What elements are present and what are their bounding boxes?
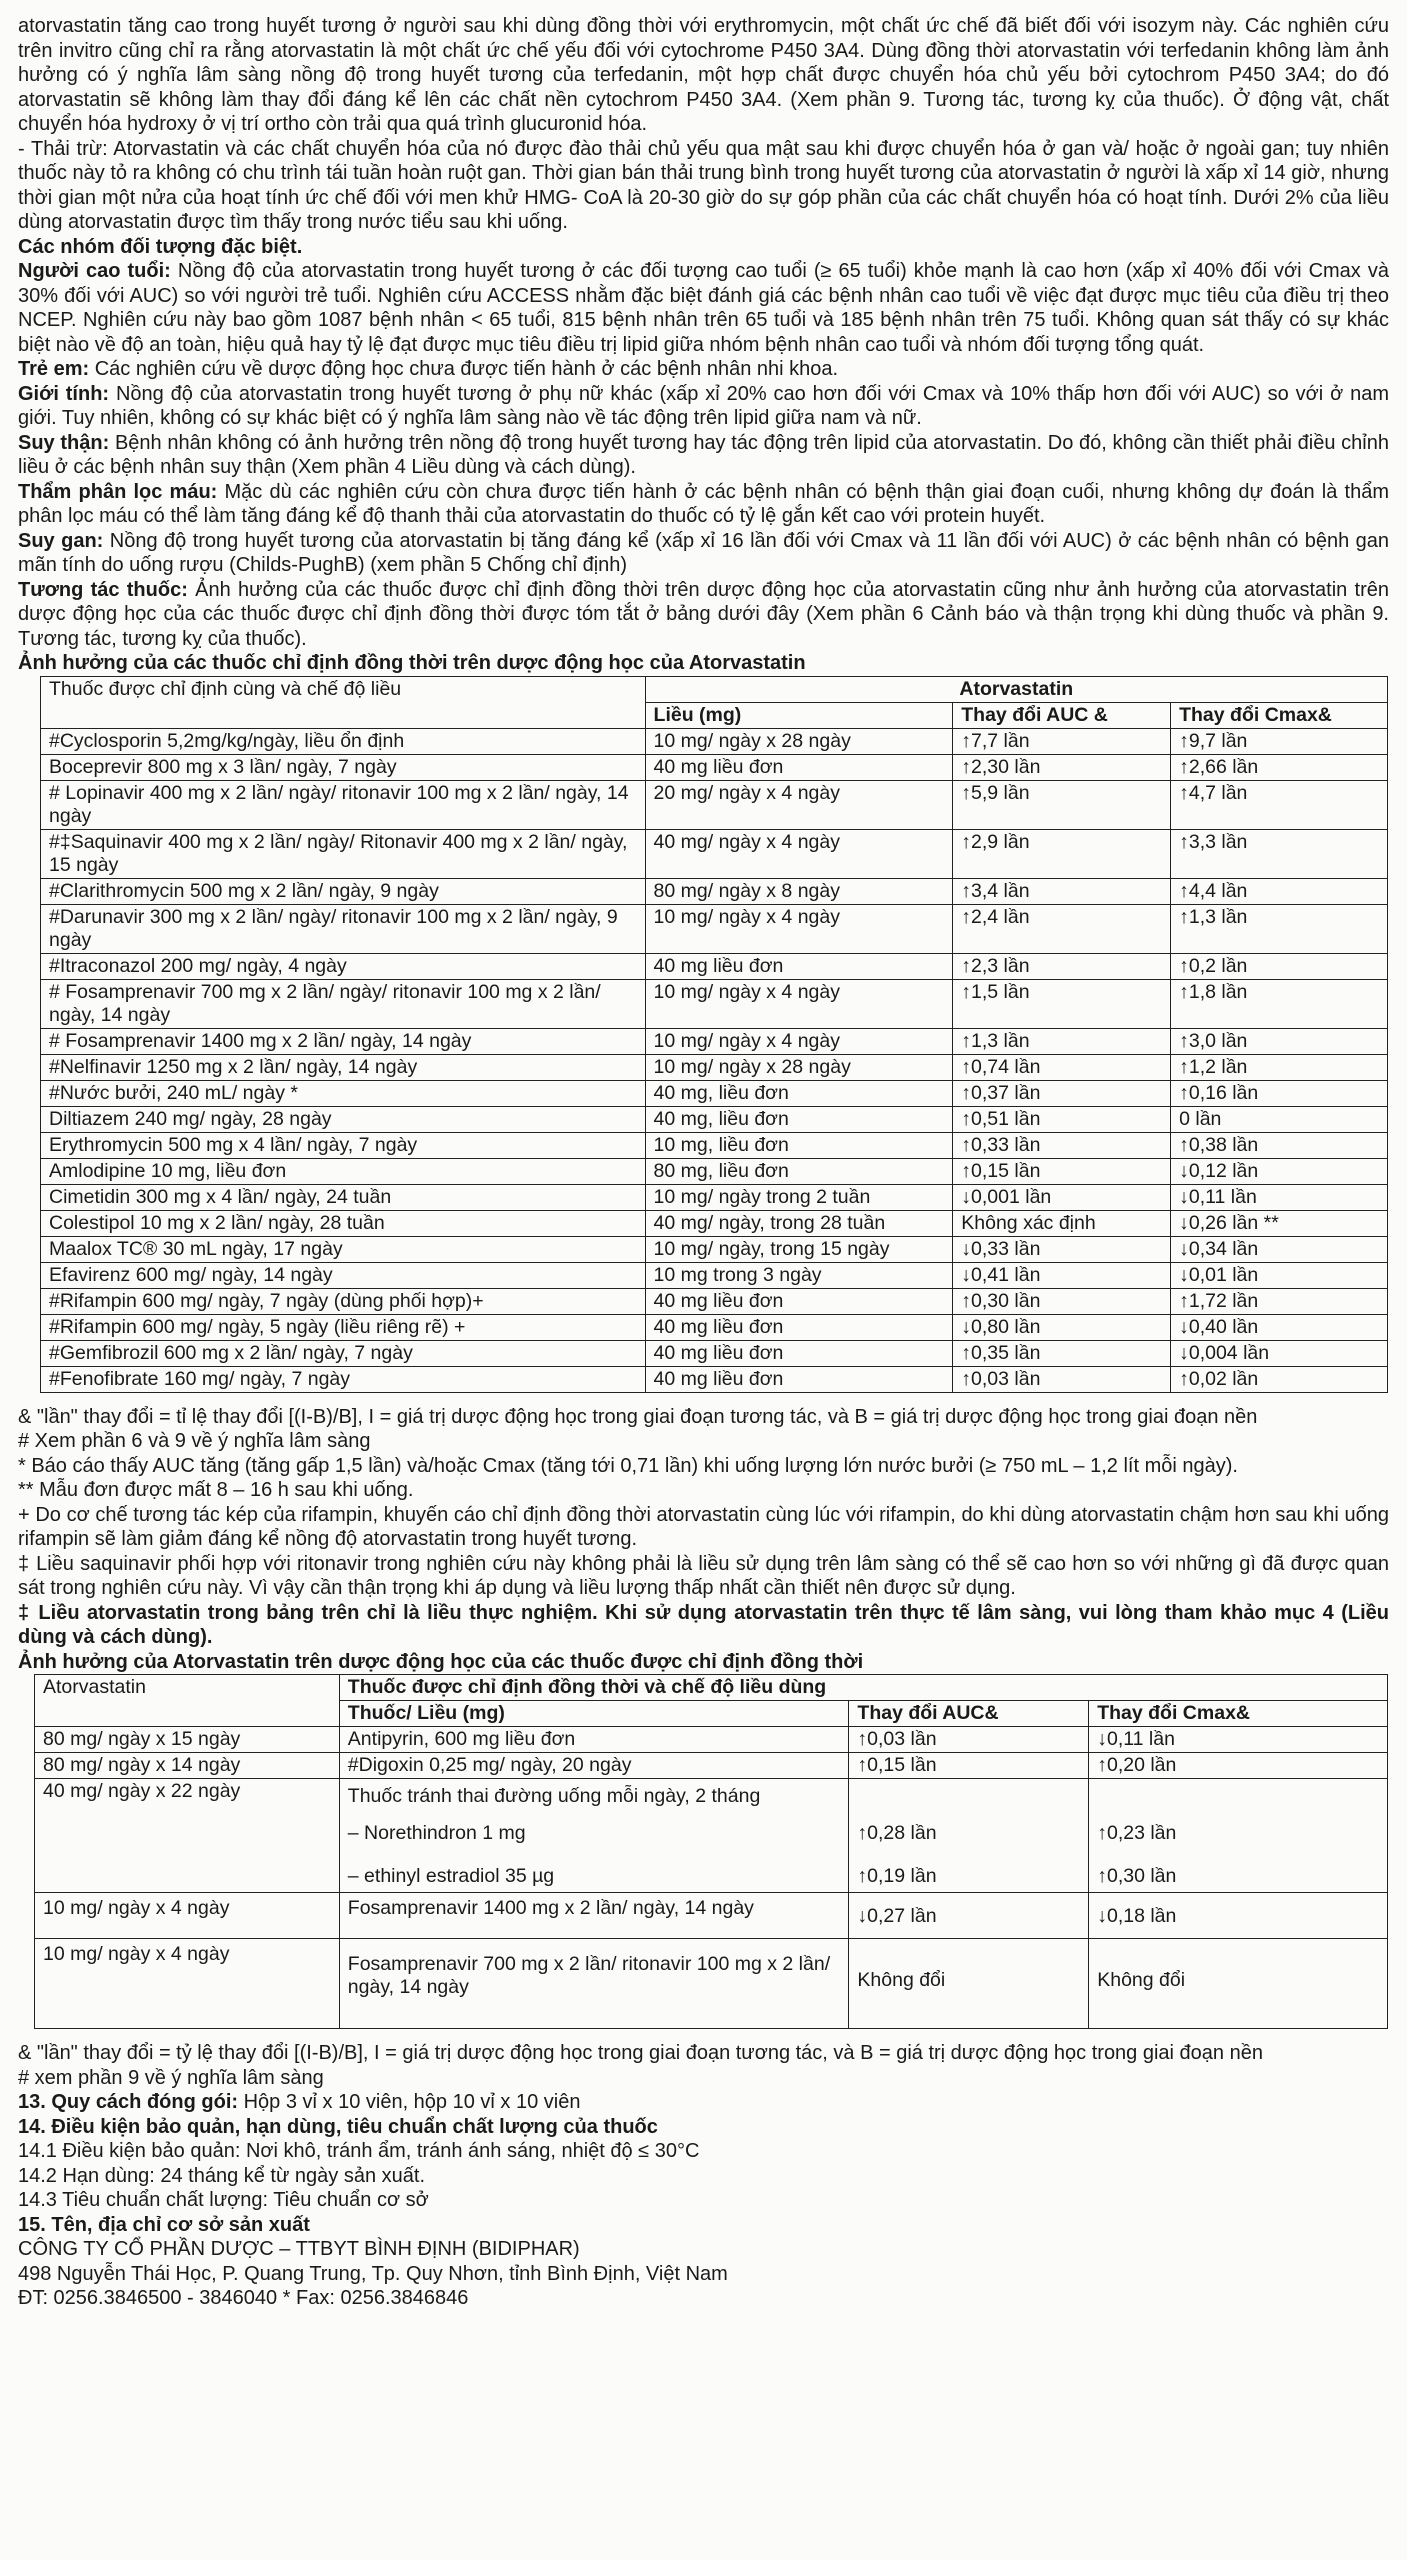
cell-drug: Fosamprenavir 1400 mg x 2 lần/ ngày, 14 ngày [339,1893,849,1939]
cell-dose: 40 mg, liều đơn [645,1080,953,1106]
cell-auc: ↑3,4 lần [953,878,1171,904]
table-row [41,1132,1388,1158]
auc-value: ↑0,19 lần [857,1865,937,1887]
cell-dose: 10 mg trong 3 ngày [645,1262,953,1288]
cell-drug: # Fosamprenavir 1400 mg x 2 lần/ ngày, 14 ngày [41,1028,646,1054]
cell-drug: #Clarithromycin 500 mg x 2 lần/ ngày, 9 ngày [41,878,646,904]
table-row [35,1939,1388,2029]
table1-body [41,728,1388,1392]
cell-auc: ↑0,03 lần [849,1727,1089,1753]
intro-paragraph-metabolism: atorvastatin tăng cao trong huyết tương ở người sau khi dùng đồng thời với erythromycin, một chất ức chế đã biết đối với isozym này. Các nghiên cứu trên invitro cũng chỉ ra rằng atorvastatin là một chất ức chế yếu đối với cytochrome P450 3A4. Dùng đồng thời atorvastatin với terfedanin không làm ảnh hưởng có ý nghĩa lâm sàng nồng độ trong huyết tương của terfedanin, một hợp chất được chuyển hóa chủ yếu bởi cytochrom P450 3A4; do đó atorvastatin sẽ không làm thay đổi đáng kể lên các chất nền cytochrom P450 3A4. (Xem phần 9. Tương tác, tương kỵ của thuốc). Ở động vật, chất chuyển hóa hydroxy ở vị trí ortho còn trải qua quá trình glucuronid hóa. [18,15,1389,135]
special-groups-heading: Các nhóm đối tượng đặc biệt. [18,235,303,258]
section-13-text: Hộp 3 vỉ x 10 viên, hộp 10 vỉ x 10 viên [238,2091,581,2113]
cmax-value: ↑0,30 lần [1097,1865,1177,1887]
table1-title: Ảnh hưởng của các thuốc chỉ định đồng thời trên dược động học của Atorvastatin [18,652,806,674]
table-row [41,1054,1388,1080]
cell-drug: #Fenofibrate 160 mg/ ngày, 7 ngày [41,1366,646,1392]
cell-auc: ↓0,001 lần [953,1184,1171,1210]
table-row [41,1314,1388,1340]
cell-auc: ↓0,33 lần [953,1236,1171,1262]
elderly-label: Người cao tuổi: [18,260,171,282]
header-atorvastatin-dose: Atorvastatin [35,1675,340,1727]
cell-dose: 40 mg liều đơn [645,953,953,979]
header-atorvastatin: Atorvastatin [645,676,1387,702]
table-row [41,953,1388,979]
cell-cmax: ↑0,20 lần [1089,1753,1388,1779]
intro-paragraph-excretion: - Thải trừ: Atorvastatin và các chất chuyển hóa của nó được đào thải chủ yếu qua mật sau khi được chuyển hóa ở gan và/ hoặc ở ngoài gan; tuy nhiên thuốc này tỏ ra không có chu trình tái tuần hoàn ruột gan. Thời gian bán thải trung bình trong huyết tương của atorvastatin ở người là xấp xỉ 14 giờ, nhưng thời gian một nửa của hoạt tính ức chế đối với men khử HMG- CoA là 20-30 giờ do sự góp phần của các chất chuyển hóa có hoạt tính. Dưới 2% của liều dùng atorvastatin được tìm thấy trong nước tiểu sau khi uống. [18,137,1389,233]
cell-cmax: ↑2,66 lần [1171,754,1388,780]
cell-cmax: ↑1,8 lần [1171,979,1388,1028]
cell-drug: Diltiazem 240 mg/ ngày, 28 ngày [41,1106,646,1132]
table-row [41,754,1388,780]
cell-cmax: ↓0,26 lần ** [1171,1210,1388,1236]
interactions-text: Ảnh hưởng của các thuốc được chỉ định đồng thời trên dược động học của atorvastatin cũng như ảnh hưởng của atorvastatin trên dược động học của các thuốc được chỉ định đồng thời được tóm tắt ở bảng dưới đây (Xem phần 6 Cảnh báo và thận trọng khi dùng thuốc và phần 9. Tương tác, tương kỵ của thuốc). [18,578,1389,650]
cell-cmax: ↑0,02 lần [1171,1366,1388,1392]
cell-drug: #Nelfinavir 1250 mg x 2 lần/ ngày, 14 ngày [41,1054,646,1080]
cell-dose: 10 mg/ ngày x 4 ngày [645,1028,953,1054]
footnote: + Do cơ chế tương tác kép của rifampin, khuyến cáo chỉ định đồng thời atorvastatin cùng lúc với rifampin, do khi dùng atorvastatin chậm hơn sau khi uống rifampin sẽ làm giảm đáng kể nồng độ atorvastatin trong huyết tương. [18,1503,1389,1550]
cell-auc: ↑5,9 lần [953,780,1171,829]
cell-drug: Maalox TC® 30 mL ngày, 17 ngày [41,1236,646,1262]
cell-dose: 10 mg/ ngày x 28 ngày [645,728,953,754]
cell-drug: #Rifampin 600 mg/ ngày, 7 ngày (dùng phối hợp)+ [41,1288,646,1314]
cell-auc: ↑2,3 lần [953,953,1171,979]
cell-auc: ↑0,03 lần [953,1366,1171,1392]
cell-auc: ↑2,30 lần [953,754,1171,780]
manufacturer-name: CÔNG TY CỔ PHẦN DƯỢC – TTBYT BÌNH ĐỊNH (BIDIPHAR) [18,2238,580,2260]
cell-cmax: ↓0,40 lần [1171,1314,1388,1340]
cell-atorva: 80 mg/ ngày x 14 ngày [35,1753,340,1779]
cell-dose: 10 mg/ ngày, trong 15 ngày [645,1236,953,1262]
header-coadministered: Thuốc được chỉ định đồng thời và chế độ liều dùng [339,1675,1387,1701]
cell-drug: #‡Saquinavir 400 mg x 2 lần/ ngày/ Ritonavir 400 mg x 2 lần/ ngày, 15 ngày [41,829,646,878]
footnote: * Báo cáo thấy AUC tăng (tăng gấp 1,5 lần) và/hoặc Cmax (tăng tới 0,71 lần) khi uống lượng lớn nước bưởi (≥ 750 mL – 1,2 lít mỗi ngày). [18,1454,1238,1477]
table-row [41,1158,1388,1184]
cell-cmax: ↑3,3 lần [1171,829,1388,878]
cell-auc: ↑0,74 lần [953,1054,1171,1080]
cell-cmax: ↑9,7 lần [1171,728,1388,754]
cell-cmax: ↓0,11 lần [1089,1727,1388,1753]
cell-cmax: ↓0,01 lần [1171,1262,1388,1288]
cell-cmax: Không đổi [1089,1939,1388,2029]
header-drug-regimen: Thuốc được chỉ định cùng và chế độ liều [41,676,646,728]
cell-drug: #Rifampin 600 mg/ ngày, 5 ngày (liều riêng rẽ) + [41,1314,646,1340]
cell-atorva: 10 mg/ ngày x 4 ngày [35,1893,340,1939]
cell-cmax: ↓0,12 lần [1171,1158,1388,1184]
special-dialysis [18,480,1389,529]
header-auc: Thay đổi AUC & [953,702,1171,728]
table-row [41,1366,1388,1392]
cell-dose: 40 mg liều đơn [645,1366,953,1392]
cell-auc: ↑0,33 lần [953,1132,1171,1158]
gender-text: Nồng độ của atorvastatin trong huyết tương ở phụ nữ khác (xấp xỉ 20% cao hơn đối với Cmax và 10% thấp hơn đối với AUC) so với ở nam giới. Tuy nhiên, không có sự khác biệt có ý nghĩa lâm sàng nào về tác động trên lipid giữa nam và nữ. [18,382,1389,429]
table-row [41,1340,1388,1366]
cell-auc: ↑0,35 lần [953,1340,1171,1366]
ethinyl-estradiol-dose: – ethinyl estradiol 35 µg [347,1865,555,1887]
table2-title: Ảnh hưởng của Atorvastatin trên dược động học của các thuốc được chỉ định đồng thời [18,1650,864,1673]
cell-drug: #Nước bưởi, 240 mL/ ngày * [41,1080,646,1106]
cell-atorva: 40 mg/ ngày x 22 ngày [35,1779,340,1893]
cell-drug [339,1779,849,1893]
table-row [41,780,1388,829]
hepatic-text: Nồng độ trong huyết tương của atorvastatin bị tăng đáng kể (xấp xỉ 16 lần đối với Cmax và 11 lần đối với AUC) ở các bệnh nhân có bệnh gan mãn tính do uống rượu (Childs-PughB) (xem phần 5 Chống chỉ định) [18,529,1390,576]
auc-value: ↑0,28 lần [857,1822,937,1844]
dialysis-label: Thẩm phân lọc máu: [18,480,218,503]
header-cmax: Thay đổi Cmax& [1171,702,1388,728]
cell-auc: ↑0,51 lần [953,1106,1171,1132]
elderly-text: Nồng độ của atorvastatin trong huyết tương ở các đối tượng cao tuổi (≥ 65 tuổi) khỏe mạnh là cao hơn (xấp xỉ 40% đối với Cmax và 30% đối với AUC) so với người trẻ tuổi. Nghiên cứu ACCESS nhằm đặc biệt đánh giá các bệnh nhân cao tuổi về việc đạt được mục tiêu của điều trị theo NCEP. Nghiên cứu này bao gồm 1087 bệnh nhân < 65 tuổi, 815 bệnh nhân trên 65 tuổi và 185 bệnh nhân trên 75 tuổi. Không quan sát thấy có sự khác biệt nào về độ an toàn, hiệu quả hay tỷ lệ đạt được mục tiêu điều trị lipid giữa nhóm bệnh nhân cao tuổi và nhóm đối tượng tổng quát. [18,260,1389,356]
footnote: # xem phần 9 về ý nghĩa lâm sàng [18,2066,324,2089]
table-row [41,979,1388,1028]
section-14-shelf-life: 14.2 Hạn dùng: 24 tháng kể từ ngày sản xuất. [18,2164,426,2187]
cell-cmax: ↑4,7 lần [1171,780,1388,829]
table-coadministered-effects [40,676,1388,1393]
cell-drug: Colestipol 10 mg x 2 lần/ ngày, 28 tuần [41,1210,646,1236]
cell-cmax: ↑1,72 lần [1171,1288,1388,1314]
cell-cmax: ↑1,3 lần [1171,904,1388,953]
cell-drug: Boceprevir 800 mg x 3 lần/ ngày, 7 ngày [41,754,646,780]
cell-drug: Antipyrin, 600 mg liều đơn [339,1727,849,1753]
cell-dose: 40 mg/ ngày, trong 28 tuần [645,1210,953,1236]
cell-auc: ↑2,9 lần [953,829,1171,878]
cell-auc: ↑1,5 lần [953,979,1171,1028]
cell-auc: ↑7,7 lần [953,728,1171,754]
oral-contraceptive-title: Thuốc tránh thai đường uống mỗi ngày, 2 tháng [347,1785,761,1807]
cell-dose: 80 mg, liều đơn [645,1158,953,1184]
special-hepatic [18,529,1389,578]
cell-cmax: ↓0,11 lần [1171,1184,1388,1210]
table-row [41,728,1388,754]
table-atorvastatin-effects [34,1674,1388,2029]
section-13-label: 13. Quy cách đóng gói: [18,2091,239,2113]
manufacturer-phone: ĐT: 0256.3846500 - 3846040 * Fax: 0256.3846846 [18,2287,469,2309]
cell-drug: #Digoxin 0,25 mg/ ngày, 20 ngày [339,1753,849,1779]
cell-drug: Efavirenz 600 mg/ ngày, 14 ngày [41,1262,646,1288]
footnote: & "lần" thay đổi = tỷ lệ thay đổi [(I-B)/B], I = giá trị dược động học trong giai đoạn tương tác, và B = giá trị dược động học trong giai đoạn nền [18,2042,1263,2064]
cell-cmax: ↑4,4 lần [1171,878,1388,904]
section-13-packaging [18,2090,1389,2115]
cell-cmax: ↑0,38 lần [1171,1132,1388,1158]
renal-text: Bệnh nhân không có ảnh hưởng trên nồng độ trong huyết tương hay tác động trên lipid của atorvastatin. Do đó, không cần thiết phải điều chỉnh liều ở các bệnh nhân suy thận (Xem phần 4 Liều dùng và cách dùng). [18,431,1389,478]
footnote: & "lần" thay đổi = tỉ lệ thay đổi [(I-B)/B], I = giá trị dược động học trong giai đoạn tương tác, và B = giá trị dược động học trong giai đoạn nền [18,1405,1258,1428]
table-row [41,1288,1388,1314]
cell-auc: ↑0,15 lần [849,1753,1089,1779]
special-elderly [18,259,1389,357]
cell-auc: ↑0,30 lần [953,1288,1171,1314]
section-14-storage: 14.1 Điều kiện bảo quản: Nơi khô, tránh ẩm, tránh ánh sáng, nhiệt độ ≤ 30°C [18,2140,700,2162]
table-row [41,1080,1388,1106]
table-row [41,1236,1388,1262]
cell-cmax: ↓0,34 lần [1171,1236,1388,1262]
cell-cmax [1089,1779,1388,1893]
special-gender [18,382,1389,431]
cell-auc [849,1779,1089,1893]
cell-cmax: ↑0,2 lần [1171,953,1388,979]
table-row [35,1753,1388,1779]
hepatic-label: Suy gan: [18,529,104,552]
cell-dose: 40 mg, liều đơn [645,1106,953,1132]
table-row [41,904,1388,953]
cell-auc: ↑0,15 lần [953,1158,1171,1184]
cell-drug: Cimetidin 300 mg x 4 lần/ ngày, 24 tuần [41,1184,646,1210]
header-drug-dose: Thuốc/ Liều (mg) [339,1701,849,1727]
cell-dose: 40 mg liều đơn [645,1314,953,1340]
cell-auc: Không đổi [849,1939,1089,2029]
gender-label: Giới tính: [18,382,110,405]
children-text: Các nghiên cứu về dược động học chưa được tiến hành ở các bệnh nhân nhi khoa. [89,358,839,380]
norethindrone-dose: – Norethindron 1 mg [347,1822,526,1844]
cell-dose: 40 mg/ ngày x 4 ngày [645,829,953,878]
renal-label: Suy thận: [18,431,110,454]
cell-drug: #Gemfibrozil 600 mg x 2 lần/ ngày, 7 ngày [41,1340,646,1366]
cell-dose: 40 mg liều đơn [645,1340,953,1366]
cell-dose: 10 mg/ ngày x 4 ngày [645,904,953,953]
cell-cmax: ↑0,16 lần [1171,1080,1388,1106]
table-row [35,1893,1388,1939]
cell-dose: 10 mg/ ngày x 28 ngày [645,1054,953,1080]
cell-drug: # Lopinavir 400 mg x 2 lần/ ngày/ ritonavir 100 mg x 2 lần/ ngày, 14 ngày [41,780,646,829]
footnote: ‡ Liều saquinavir phối hợp với ritonavir trong nghiên cứu này không phải là liều sử dụng trên lâm sàng có thể sẽ cao hơn so với những gì đã được quan sát trong nghiên cứu này. Vì vậy cần thận trọng khi áp dụng và liều lượng thấp nhất cần thiết nên được sử dụng. [18,1552,1389,1599]
cell-atorva: 10 mg/ ngày x 4 ngày [35,1939,340,2029]
cell-cmax: ↑1,2 lần [1171,1054,1388,1080]
cell-cmax: ↓0,004 lần [1171,1340,1388,1366]
cell-atorva: 80 mg/ ngày x 15 ngày [35,1727,340,1753]
cell-drug: Fosamprenavir 700 mg x 2 lần/ ritonavir 100 mg x 2 lần/ ngày, 14 ngày [339,1939,849,2029]
cell-drug: Erythromycin 500 mg x 4 lần/ ngày, 7 ngày [41,1132,646,1158]
footnote: # Xem phần 6 và 9 về ý nghĩa lâm sàng [18,1430,371,1452]
cell-dose: 10 mg/ ngày trong 2 tuần [645,1184,953,1210]
cell-dose: 10 mg, liều đơn [645,1132,953,1158]
cell-cmax: ↑3,0 lần [1171,1028,1388,1054]
cell-drug: #Darunavir 300 mg x 2 lần/ ngày/ ritonavir 100 mg x 2 lần/ ngày, 9 ngày [41,904,646,953]
table-row [41,1210,1388,1236]
cell-auc: ↓0,41 lần [953,1262,1171,1288]
cell-auc: ↑2,4 lần [953,904,1171,953]
cmax-value: ↑0,23 lần [1097,1822,1177,1844]
table-row [35,1727,1388,1753]
header-cmax-2: Thay đổi Cmax& [1089,1701,1388,1727]
cell-dose: 40 mg liều đơn [645,1288,953,1314]
footnote: ‡ Liều atorvastatin trong bảng trên chỉ là liều thực nghiệm. Khi sử dụng atorvastatin trên thực tế lâm sàng, vui lòng tham khảo mục 4 (Liều dùng và cách dùng). [18,1601,1389,1648]
cell-drug: # Fosamprenavir 700 mg x 2 lần/ ngày/ ritonavir 100 mg x 2 lần/ ngày, 14 ngày [41,979,646,1028]
cell-drug: Amlodipine 10 mg, liều đơn [41,1158,646,1184]
section-15-heading: 15. Tên, địa chỉ cơ sở sản xuất [18,2213,310,2236]
footnote: ** Mẫu đơn được mất 8 – 16 h sau khi uống. [18,1479,414,1501]
special-interactions [18,578,1389,652]
table-row [41,878,1388,904]
cell-auc: ↓0,80 lần [953,1314,1171,1340]
table-row [41,1184,1388,1210]
cell-drug: #Cyclosporin 5,2mg/kg/ngày, liều ổn định [41,728,646,754]
section-14-heading: 14. Điều kiện bảo quản, hạn dùng, tiêu chuẩn chất lượng của thuốc [18,2115,658,2138]
table2-footnotes [18,2041,1389,2090]
table-row [41,829,1388,878]
cell-auc: ↓0,27 lần [849,1893,1089,1939]
table-row [41,1106,1388,1132]
cell-dose: 10 mg/ ngày x 4 ngày [645,979,953,1028]
manufacturer-address: 498 Nguyễn Thái Học, P. Quang Trung, Tp. Quy Nhơn, tỉnh Bình Định, Việt Nam [18,2262,728,2285]
table-row [41,1028,1388,1054]
cell-drug: #Itraconazol 200 mg/ ngày, 4 ngày [41,953,646,979]
cell-cmax: 0 lần [1171,1106,1388,1132]
cell-dose: 80 mg/ ngày x 8 ngày [645,878,953,904]
children-label: Trẻ em: [18,358,90,380]
special-children [18,357,1389,382]
table-row [35,1779,1388,1893]
interactions-label: Tương tác thuốc: [18,578,188,601]
cell-dose: 40 mg liều đơn [645,754,953,780]
dialysis-text: Mặc dù các nghiên cứu còn chưa được tiến hành ở các bệnh nhân có bệnh thận giai đoạn cuối, nhưng không dự đoán là thẩm phân lọc máu có thể làm tăng đáng kể độ thanh thải của atorvastatin do thuốc có tỷ lệ gắn kết cao với protein huyết. [18,480,1390,527]
special-renal [18,431,1389,480]
table1-footnotes [18,1405,1389,1650]
section-14-standard: 14.3 Tiêu chuẩn chất lượng: Tiêu chuẩn cơ sở [18,2189,429,2211]
cell-auc: Không xác định [953,1210,1171,1236]
cell-auc: ↑0,37 lần [953,1080,1171,1106]
cell-auc: ↑1,3 lần [953,1028,1171,1054]
header-auc-2: Thay đổi AUC& [849,1701,1089,1727]
table-row [41,1262,1388,1288]
header-dose: Liều (mg) [645,702,953,728]
cell-dose: 20 mg/ ngày x 4 ngày [645,780,953,829]
cell-cmax: ↓0,18 lần [1089,1893,1388,1939]
